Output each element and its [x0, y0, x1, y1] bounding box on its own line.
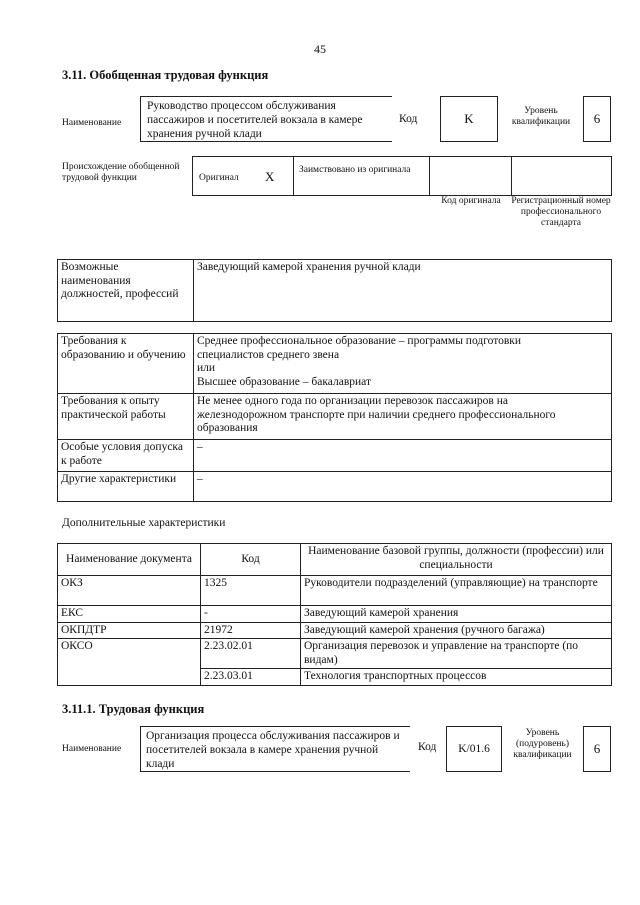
req-value: [194, 334, 612, 394]
table-row: [58, 639, 612, 669]
req-label: Требования к образованию и обучению: [58, 334, 194, 394]
sub-level-label: Уровень (подуровень) квалификации: [513, 728, 572, 760]
level-value: 6: [593, 111, 601, 126]
original-label: Оригинал: [199, 173, 239, 183]
table-row: [58, 576, 612, 606]
req-line: железнодорожном транспорте при наличии среднего профессионального: [197, 408, 556, 421]
code-cell: 2.23.03.01: [201, 669, 301, 686]
code-cell: 2.23.02.01: [201, 639, 301, 669]
positions-label: Возможные наименования должностей, профессий: [58, 260, 194, 322]
reg-number-label: Регистрационный номер профессионального стандарта: [511, 196, 611, 228]
requirements-table: [57, 333, 612, 502]
function-name-box: [140, 96, 392, 142]
code-original-label: Код оригинала: [441, 196, 501, 206]
sub-level-value: 6: [593, 741, 601, 756]
req-line: образования: [197, 422, 258, 434]
code-cell: 21972: [201, 622, 301, 639]
req-value: [194, 472, 612, 502]
origin-divider: [511, 157, 512, 195]
table-header-row: [58, 544, 612, 576]
name-cell: Руководители подразделений (управляющие) на транспорте: [301, 576, 612, 606]
additional-title: Дополнительные характеристики: [62, 517, 226, 529]
origin-divider: [429, 157, 430, 195]
positions-table: [57, 259, 612, 322]
code-box: [440, 96, 498, 142]
code-label: Код: [399, 113, 418, 125]
level-box: [583, 96, 611, 142]
table-row: [58, 334, 612, 394]
origin-label: Происхождение обобщенной трудовой функции: [62, 162, 180, 183]
sub-code-label: Код: [418, 741, 437, 753]
name-cell: Заведующий камерой хранения (ручного багажа): [301, 622, 612, 639]
subsection-title: 3.11.1. Трудовая функция: [62, 702, 205, 716]
req-line: Не менее одного года по организации перевозок пассажиров на: [197, 395, 508, 407]
code-cell: -: [201, 606, 301, 623]
header-cell: Наименование базовой группы, должности (профессии) или специальности: [301, 544, 612, 576]
req-line: Среднее профессиональное образование – программы подготовки: [197, 335, 522, 347]
sub-function-name-value: Организация процесса обслуживания пассажиров и посетителей вокзала в камере хранения ручной клади: [146, 730, 400, 770]
req-line: –: [197, 473, 203, 485]
function-name-value: Руководство процессом обслуживания пассажиров и посетителей вокзала в камере хранения ручной клади: [147, 100, 363, 140]
req-value: [194, 440, 612, 472]
positions-value: Заведующий камерой хранения ручной клади: [194, 260, 612, 322]
name-label: Наименование: [62, 118, 122, 128]
table-row: [58, 606, 612, 623]
req-label: Другие характеристики: [58, 472, 194, 502]
req-label: Требования к опыту практической работы: [58, 394, 194, 440]
header-cell: Код: [201, 544, 301, 576]
doc-cell: ОКЗ: [58, 576, 201, 606]
doc-cell: ОКПДТР: [58, 622, 201, 639]
table-row: [58, 260, 612, 322]
req-line: или: [197, 362, 216, 374]
req-label: Особые условия допуска к работе: [58, 440, 194, 472]
sub-function-name-box: [140, 726, 410, 772]
req-line: Высшее образование – бакалавриат: [197, 375, 371, 388]
table-row: [58, 394, 612, 440]
name-cell: Технология транспортных процессов: [301, 669, 612, 686]
doc-cell: ОКСО: [58, 639, 201, 686]
req-value: [194, 394, 612, 440]
original-mark: X: [265, 169, 275, 184]
req-line: –: [197, 441, 203, 453]
section-title: 3.11. Обобщенная трудовая функция: [62, 68, 269, 82]
doc-cell: ЕКС: [58, 606, 201, 623]
code-cell: 1325: [201, 576, 301, 606]
additional-table: [57, 543, 612, 686]
origin-divider: [293, 157, 294, 195]
borrowed-label: Заимствовано из оригинала: [299, 165, 411, 175]
level-label: Уровень квалификации: [511, 106, 571, 127]
header-cell: Наименование документа: [58, 544, 201, 576]
sub-code-box: [446, 726, 502, 772]
code-value: K: [464, 111, 474, 126]
table-row: [58, 622, 612, 639]
table-row: [58, 472, 612, 502]
page-number: 45: [314, 42, 326, 56]
sub-level-box: [583, 726, 611, 772]
sub-name-label: Наименование: [62, 744, 122, 754]
name-cell: Организация перевозок и управление на транспорте (по видам): [301, 639, 612, 669]
origin-box: [192, 156, 612, 196]
table-row: [58, 440, 612, 472]
req-line: специалистов среднего звена: [197, 348, 340, 361]
sub-code-value: K/01.6: [458, 743, 490, 755]
name-cell: Заведующий камерой хранения: [301, 606, 612, 623]
